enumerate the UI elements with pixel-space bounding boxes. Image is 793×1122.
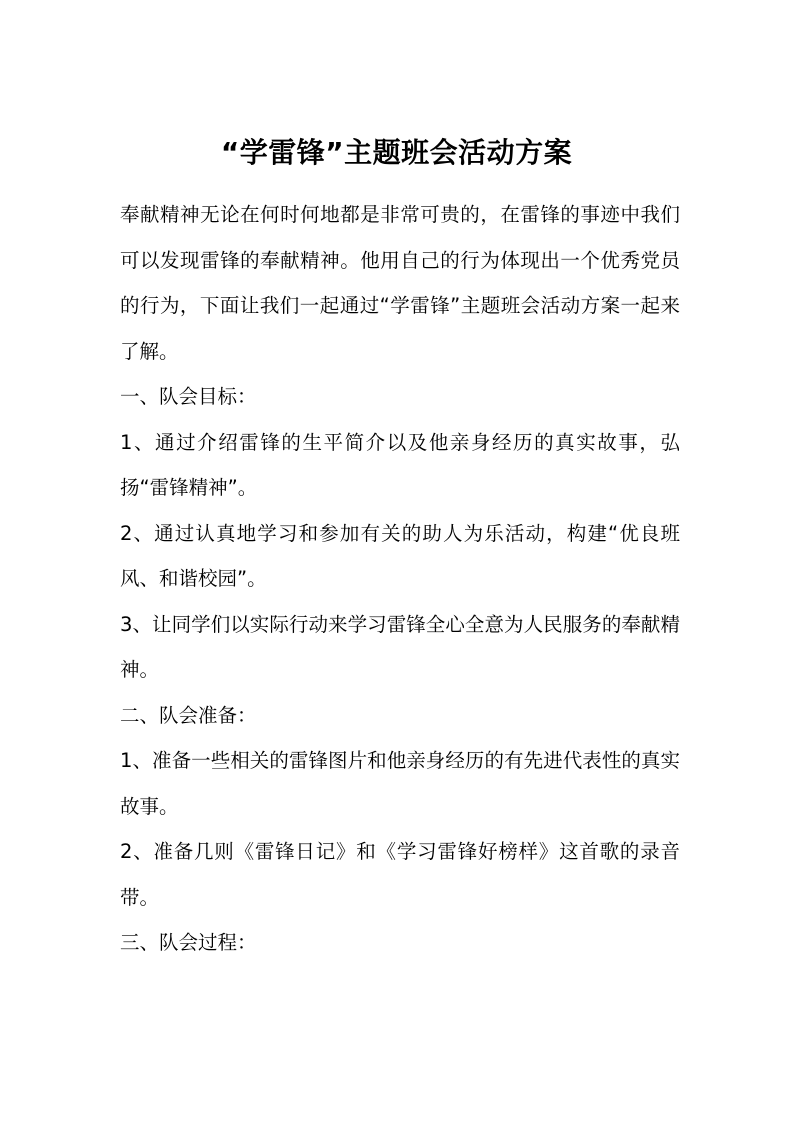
goal-item-3: 3、让同学们以实际行动来学习雷锋全心全意为人民服务的奉献精神。 [120, 612, 680, 681]
goal-item-2: 2、通过认真地学习和参加有关的助人为乐活动，构建“优良班风、和谐校园”。 [120, 521, 680, 590]
section-heading-goals: 一、队会目标： [120, 385, 257, 408]
document-body [120, 192, 680, 966]
document-title: “学雷锋”主题班会活动方案 [220, 136, 573, 169]
section-heading-preparation: 二、队会准备： [120, 703, 257, 727]
preparation-item-1: 1、准备一些相关的雷锋图片和他亲身经历的有先进代表性的真实故事。 [120, 749, 680, 818]
goal-item-1: 1、通过介绍雷锋的生平简介以及他亲身经历的真实故事，弘扬“雷锋精神”。 [120, 430, 680, 499]
preparation-item-2: 2、准备几则《雷锋日记》和《学习雷锋好榜样》这首歌的录音带。 [120, 840, 680, 909]
intro-paragraph: 奉献精神无论在何时何地都是非常可贵的，在雷锋的事迹中我们可以发现雷锋的奉献精神。他用自己的行为体现出一个优秀党员的行为，下面让我们一起通过“学雷锋”主题班会活动方案一起来了解。 [120, 203, 680, 363]
section-heading-process: 三、队会过程： [120, 931, 257, 954]
